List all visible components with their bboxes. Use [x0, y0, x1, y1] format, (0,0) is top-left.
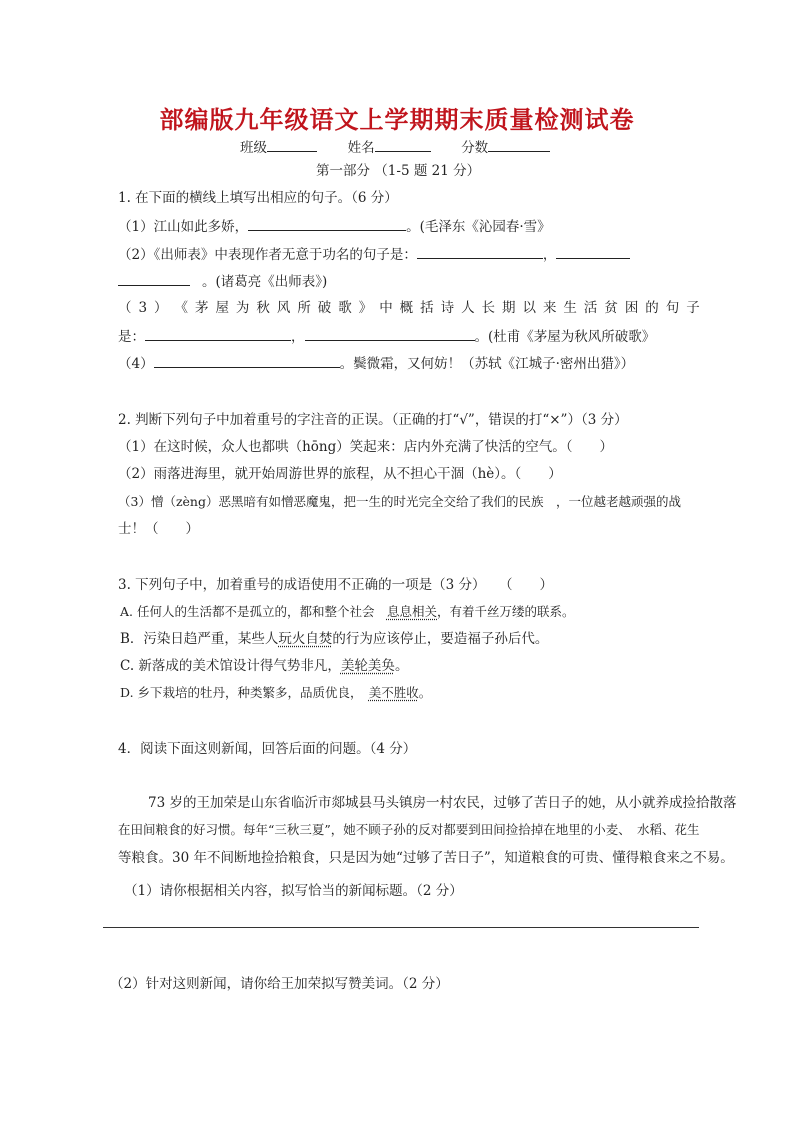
q1-s2-blank3[interactable]	[118, 271, 190, 286]
q4-sub1-answer-line[interactable]	[103, 927, 699, 928]
q1-s3-char: 句	[665, 300, 680, 316]
q3-a-prefix: A. 任何人的生活都不是孤立的，都和整个社会	[120, 604, 387, 619]
q3-b-idiom: 玩火自焚	[278, 631, 333, 647]
q1-s1-blank[interactable]	[248, 216, 406, 231]
q1-s3-char: 》	[358, 300, 373, 316]
q1-s3-char: 破	[317, 300, 332, 316]
q3-stem: 3. 下列句子中，加着重号的成语使用不正确的一项是（3 分） （ ）	[118, 577, 554, 593]
q1-s3-line1	[118, 298, 700, 318]
q1-s3-char: 的	[645, 300, 659, 316]
q3-a-idiom: 息息相关	[386, 604, 437, 619]
q1-s3-prefix: 是：	[118, 329, 145, 345]
header-fields	[240, 137, 550, 158]
q4-news-line3: 等粮食。30 年不间断地捡拾粮食，只是因为她“过够了苦日子”，知道粮食的可贵、懂得粮食来之不易。	[118, 850, 734, 866]
q1-s3-suffix: 。(杜甫《茅屋为秋风所破歌》	[474, 329, 656, 345]
q1-s4-suffix: 。鬓微霜，又何妨！（苏轼《江城子·密州出猎》）	[339, 356, 635, 372]
q2-s1: （1）在这时候，众人也都哄（hōng）笑起来：店内外充满了快活的空气。（ ）	[118, 439, 613, 455]
q1-s3-char: 生	[563, 300, 577, 316]
q1-s3-char: 为	[235, 300, 250, 316]
q1-s3-char: 贫	[604, 300, 618, 316]
score-label: 分数	[461, 140, 489, 156]
q1-s3-blank2[interactable]	[305, 326, 475, 341]
q1-s3-char: 来	[542, 300, 557, 316]
q1-s3-char: 风	[276, 300, 291, 316]
q1-s3-char: 人	[461, 300, 475, 316]
q1-s3-char: 《	[174, 300, 188, 316]
q1-s1-suffix: 。(毛泽东《沁园春·雪》	[406, 219, 551, 235]
exam-title: 部编版九年级语文上学期期末质量检测试卷	[159, 106, 635, 134]
q2-s2: （2）雨落进海里，就开始周游世界的旅程，从不担心干涸（hè）。（ ）	[118, 466, 562, 482]
q1-s3-char: 长	[481, 300, 496, 316]
q3-c-idiom: 美轮美奂	[340, 658, 395, 674]
class-label: 班级	[240, 140, 267, 156]
q3-d-idiom: 美不胜收	[368, 685, 419, 700]
q1-s4	[118, 353, 634, 374]
q2-s3-line2: 士！（ ）	[118, 521, 199, 537]
q3-a-suffix: ，有着千丝万缕的联系。	[437, 604, 575, 619]
q1-s3-char: 活	[583, 300, 598, 316]
class-blank[interactable]	[267, 137, 317, 152]
q1-s2-cont	[118, 271, 327, 292]
q1-s3-char: 屋	[215, 300, 229, 316]
q1-s3-char: （	[118, 300, 132, 316]
q1-s2	[118, 244, 630, 265]
q1-s3-char: 子	[686, 300, 700, 316]
q1-s4-prefix: （4）	[118, 356, 154, 372]
name-blank[interactable]	[375, 137, 431, 152]
q3-option-b	[120, 629, 548, 649]
q2-s3-line1: （3）憎（zèng）恶黑暗有如憎恶魔鬼，把一生的时光完全交给了我们的民族 ，一位越老越顽强的战	[118, 494, 681, 509]
q3-c-suffix: 。	[394, 658, 409, 674]
q1-s1	[118, 216, 551, 237]
q1-s3-char: 期	[502, 300, 516, 316]
q4-sub1: （1）请你根据相关内容，拟写恰当的新闻标题。（2 分）	[124, 883, 463, 899]
q1-s3-char: ）	[154, 300, 168, 316]
q1-stem: 1. 在下面的横线上填写出相应的句子。（6 分）	[118, 190, 398, 206]
q1-s3-char: 秋	[256, 300, 270, 316]
q1-s3-comma: ，	[291, 329, 305, 345]
q1-s2-prefix: （2）《出师表》中表现作者无意于功名的句子是：	[118, 247, 417, 263]
q1-s4-blank[interactable]	[154, 353, 340, 368]
q3-d-prefix: D. 乡下栽培的牡丹，种类繁多，品质优良，	[120, 685, 369, 700]
q1-s3-blank1[interactable]	[145, 326, 291, 341]
name-label: 姓名	[347, 140, 375, 156]
q4-news-line2: 在田间粮食的好习惯。每年“三秋三夏”，她不顾子孙的反对都要到田间捡拾掉在地里的小麦、 水稻、花生	[118, 822, 700, 837]
q3-c-prefix: C. 新落成的美术馆设计得气势非凡，	[120, 658, 341, 674]
q1-s3-char: 以	[522, 300, 536, 316]
q4-stem: 4．阅读下面这则新闻，回答后面的问题。（4 分）	[118, 741, 417, 757]
q1-s3-line2	[118, 326, 655, 347]
q3-b-suffix: 的行为应该停止，要造福子孙后代。	[332, 631, 549, 647]
q1-s3-char: 3	[138, 300, 148, 316]
q4-news-line1: 73 岁的王加荣是山东省临沂市郯城县马头镇房一村农民，过够了苦日子的她，从小就养成捡拾散落	[148, 795, 737, 811]
q1-s2-blank2[interactable]	[556, 244, 630, 259]
q3-option-d	[120, 683, 431, 703]
q3-option-c	[120, 656, 408, 676]
q1-s2-blank1[interactable]	[417, 244, 543, 259]
q1-s1-prefix: （1）江山如此多娇，	[118, 219, 249, 235]
q1-s3-char: 括	[420, 300, 434, 316]
q1-s3-char: 茅	[194, 300, 209, 316]
part1-heading: 第一部分 （1-5 题 21 分）	[316, 163, 481, 179]
q1-s3-char: 概	[399, 300, 414, 316]
q1-s3-char: 中	[379, 300, 393, 316]
q3-option-a	[120, 602, 575, 622]
q1-s3-char: 诗	[440, 300, 455, 316]
q1-s2-comma: ，	[542, 247, 557, 263]
q1-s3-char: 困	[624, 300, 639, 316]
q1-s2-suffix: 。(诸葛亮《出师表》)	[202, 274, 328, 290]
q2-stem: 2. 判断下列句子中加着重号的字注音的正误。（正确的打“√”，错误的打“×”）（3 分）	[118, 412, 628, 428]
q4-sub2: （2）针对这则新闻，请你给王加荣拟写赞美词。（2 分）	[110, 976, 449, 992]
score-blank[interactable]	[488, 137, 550, 152]
q3-b-prefix: B．污染日趋严重，某些人	[120, 631, 279, 647]
q1-s3-char: 歌	[338, 300, 352, 316]
q3-d-suffix: 。	[418, 685, 432, 700]
q1-s3-char: 所	[297, 300, 311, 316]
